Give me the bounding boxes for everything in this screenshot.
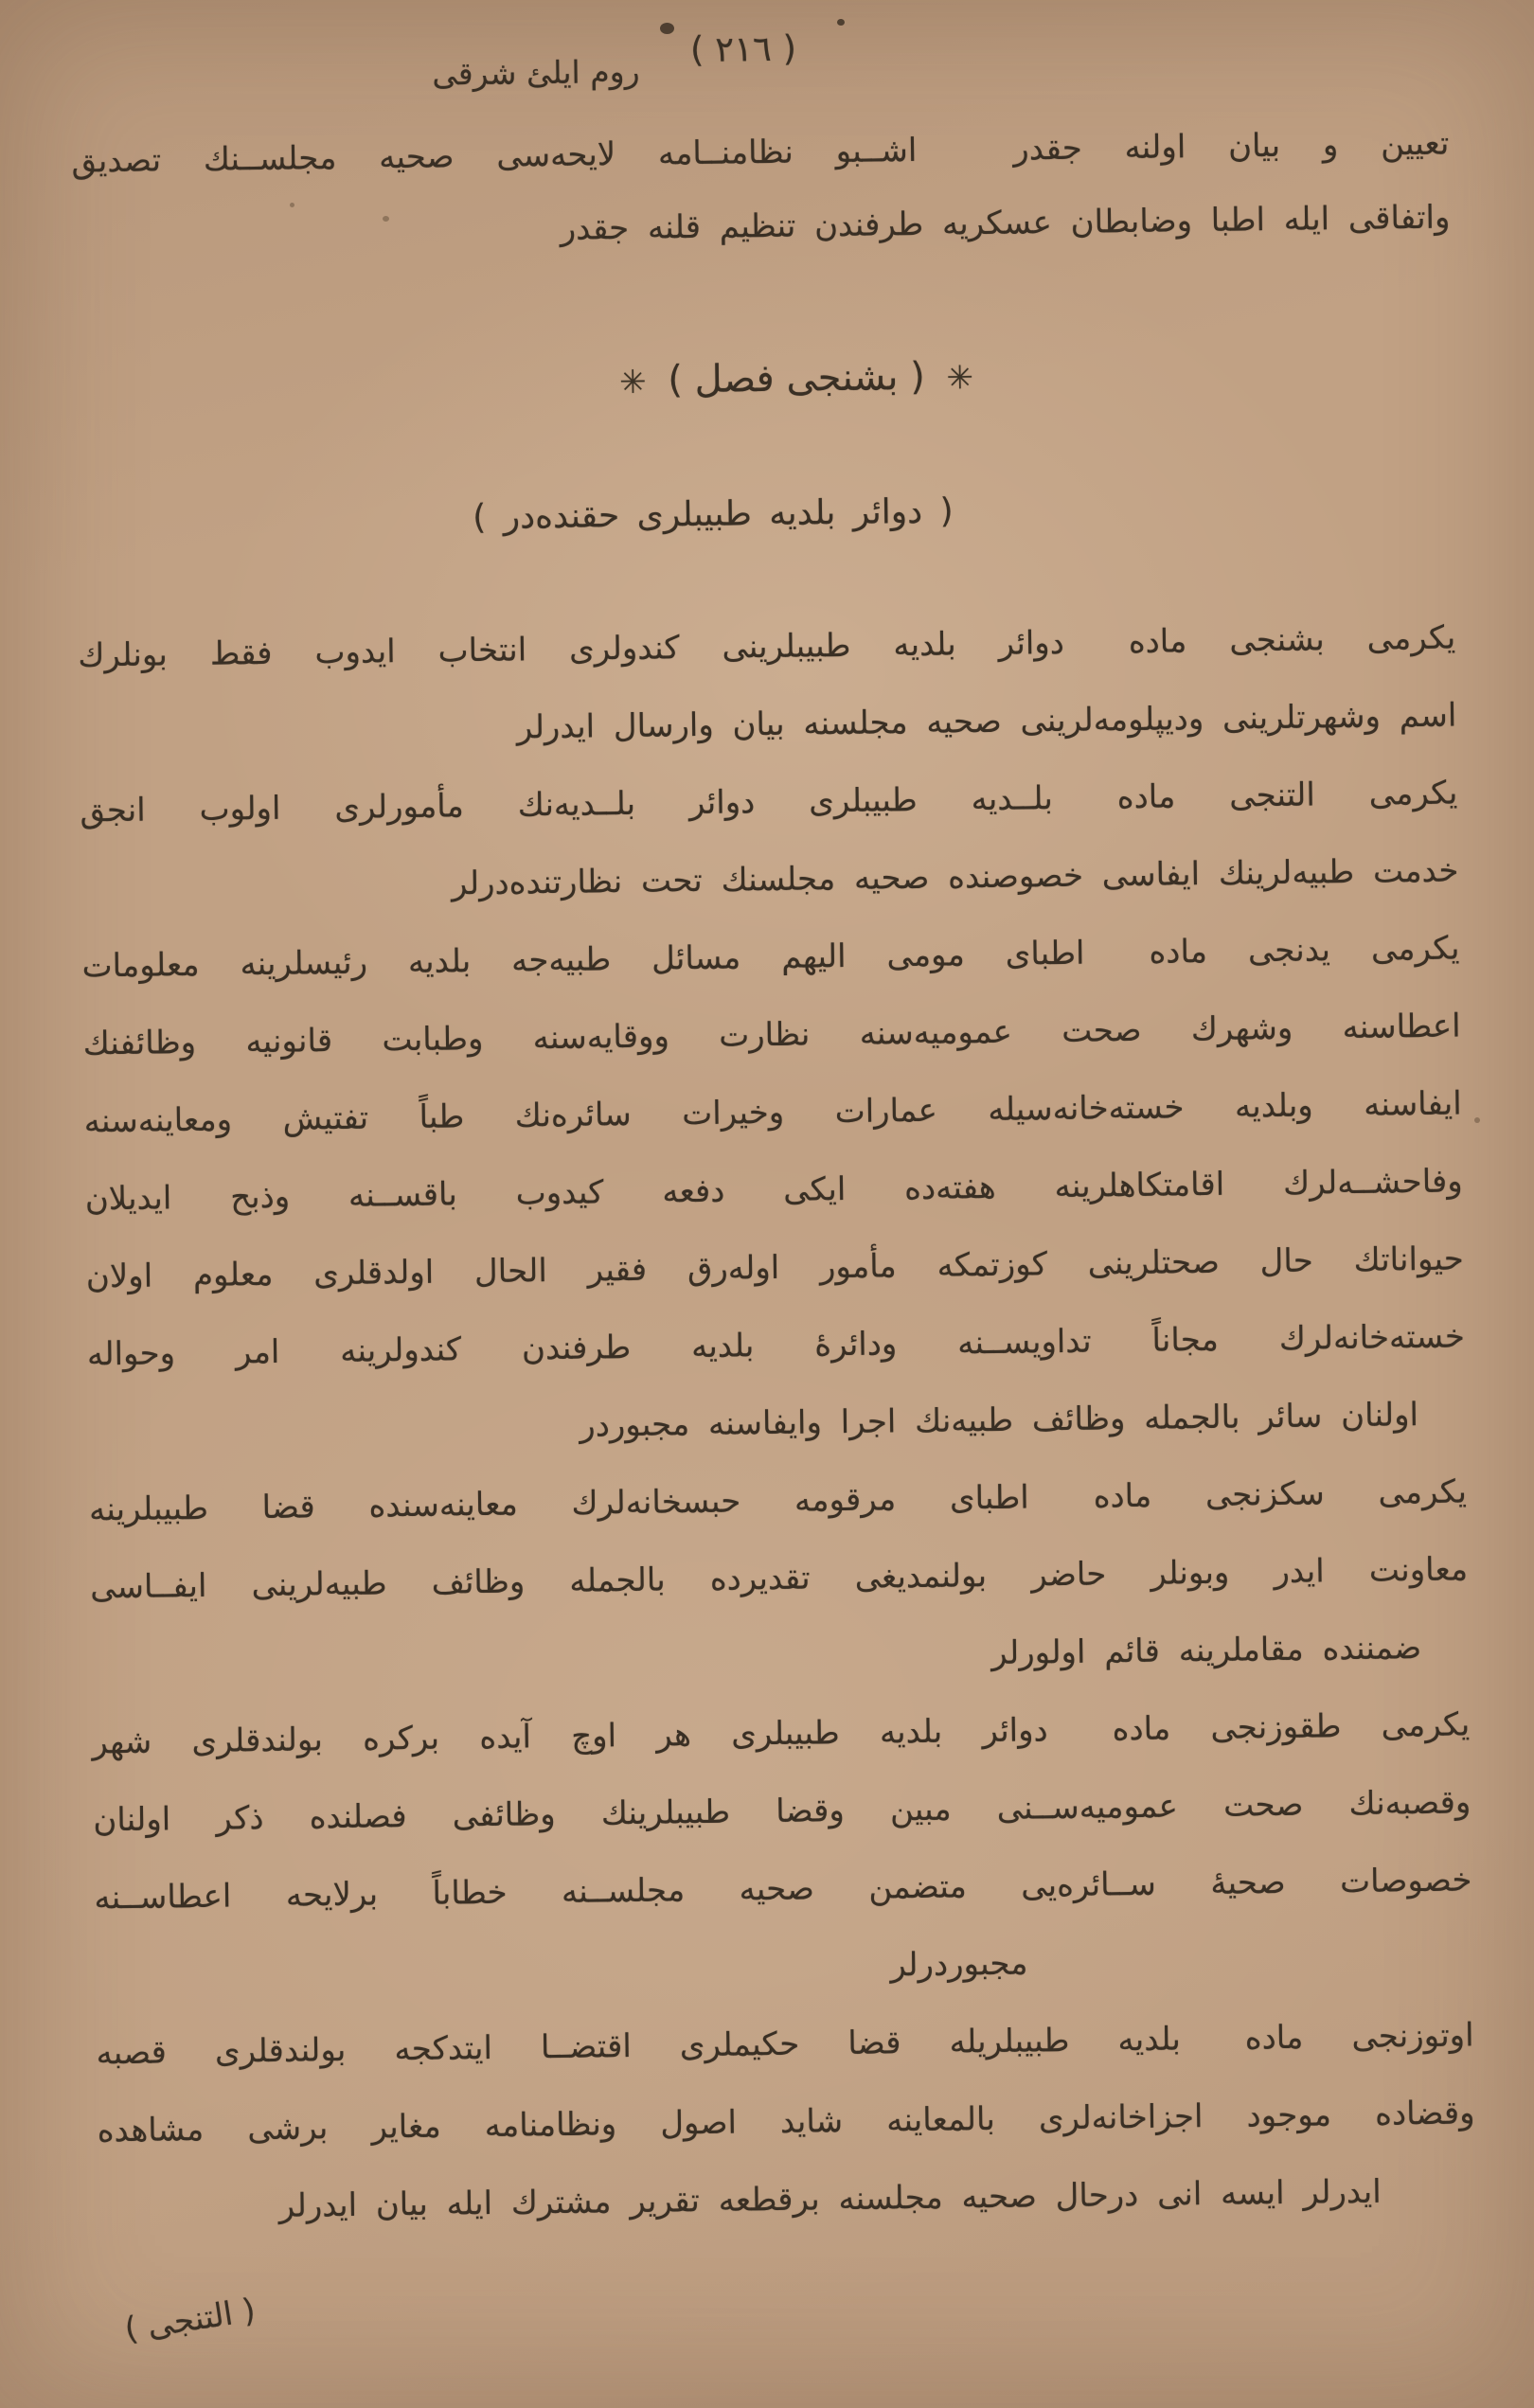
body-line-article27: وفاحشــه‌لرك اقامتكاهلرينه هفته‌ده ايكى دفعه كيدوب باقســنه وذبح ايديلان	[84, 1162, 1463, 1219]
body-line-article25: اسم وشهرتلرينى وديپلومه‌لرينى صحيه مجلسنه بيان وارسال ايدرلر	[516, 696, 1457, 747]
page-content	[70, 20, 1478, 2396]
body-line-article28: ضمننده مقاملرينه قائم اولورلر	[990, 1629, 1422, 1673]
body-line-article30: اوتوزنجى ماده بلديه طبيبلريله قضا حكيملرى اقتضــا ايتدكجه بولندقلرى قصبه	[96, 2016, 1474, 2073]
scan-speck	[1474, 1117, 1480, 1123]
body-line-article27: خسته‌خانه‌لرك مجاناً تداويســنه ودائرهٔ بلديه طرفندن كندولرينه امر وحواله	[86, 1317, 1466, 1374]
body-line-article27: يكرمى يدنجى ماده اطباى مومى اليهم مسائل طبيه‌جه بلديه رئيسلرينه معلومات	[81, 929, 1460, 986]
chapter-heading	[107, 331, 1486, 427]
body-line-article25: يكرمى بشنجى ماده دوائر بلديه طبيبلرينى كندولرى انتخاب ايدوب فقط بونلرك	[78, 618, 1456, 675]
body-line-article26: خدمت طبيه‌لرينك ايفاسى خصوصنده صحيه مجلسنك تحت نظارتنده‌درلر	[451, 851, 1459, 903]
body-line-article27: حيواناتك حال صحتلرينى كوزتمكه مأمور اوله‌رق فقير الحال اولدقلرى معلوم اولان	[85, 1240, 1465, 1296]
intro-line: واتفاقى ايله اطبا وضابطان عسكريه طرفندن تنظيم قلنه جقدر	[560, 198, 1451, 248]
body-line-article29: يكرمى طقوزنجى ماده دوائر بلديه طبيبلرى هر اوچ آيده بركره بولندقلرى شهر	[92, 1705, 1471, 1762]
body-line-article29: وقصبه‌نك صحت عموميه‌ســنى مبين وقضا طبيبلرينك وظائفى فصلنده ذكر اولنان	[93, 1783, 1472, 1840]
body-line-article30: وقضاده موجود اجزاخانه‌لرى بالمعاينه شايد اصول ونظامنامه مغاير برشى مشاهده	[97, 2094, 1475, 2150]
body-line-article30: ايدرلر ايسه انى درحال صحيه مجلسنه برقطعه تقرير مشترك ايله بيان ايدرلر	[278, 2172, 1382, 2225]
running-title: روم ايلئ شرقى	[432, 52, 640, 93]
body-line-article27: ايفاسنه وبلديه خسته‌خانه‌سيله عمارات وخيرات سائره‌نك طباً تفتيش ومعاينه‌سنه	[83, 1084, 1462, 1141]
page-number: ( ٢١٦ )	[689, 27, 797, 71]
body-line-article29: خصوصات صحيهٔ ســائره‌يى متضمن صحيه مجلســنه خطاباً برلايحه اعطاســنه	[94, 1861, 1472, 1917]
catchword: ( التنجى )	[122, 2291, 259, 2349]
chapter-subtitle: ( دوائر بلديه طبيبلرى حقنده‌در )	[472, 491, 954, 538]
body-line-article27: اعطاسنه وشهرك صحت عموميه‌سنه نظارت ووقايه‌سنه وطبابت قانونيه وظائفنك	[82, 1007, 1461, 1063]
scan-speck	[837, 19, 845, 26]
intro-line: تعيين و بيان اولنه جقدر اشــبو نظامنــامه لايحه‌سى صحيه مجلســنك تصديق	[71, 124, 1450, 181]
intro-paragraph	[71, 107, 1451, 273]
rosette-icon: ✳	[946, 359, 974, 398]
rosette-icon: ✳	[618, 363, 647, 402]
body-line-article28: معاونت ايدر وبونلر حاضر بولنمديغى تقديرده بالجمله وظائف طبيه‌لرينى ايفــاسى	[89, 1550, 1469, 1607]
chapter-title: ( بشنجى فصل )	[667, 354, 926, 402]
body-line-article29: مجبوردرلر	[890, 1944, 1028, 1985]
body-line-article28: يكرمى سكزنجى ماده اطباى مرقومه حبسخانه‌لرك معاينه‌سنده قضا طبيبلرينه	[88, 1472, 1468, 1529]
body-line-article27: اولنان سائر بالجمله وظائف طبيه‌نك اجرا وايفاسنه مجبوردر	[580, 1396, 1419, 1445]
article-body	[78, 599, 1476, 2248]
body-line-article26: يكرمى التنجى ماده بلــديه طبيبلرى دوائر بلــديه‌نك مأمورلرى اولوب انجق	[80, 774, 1458, 830]
